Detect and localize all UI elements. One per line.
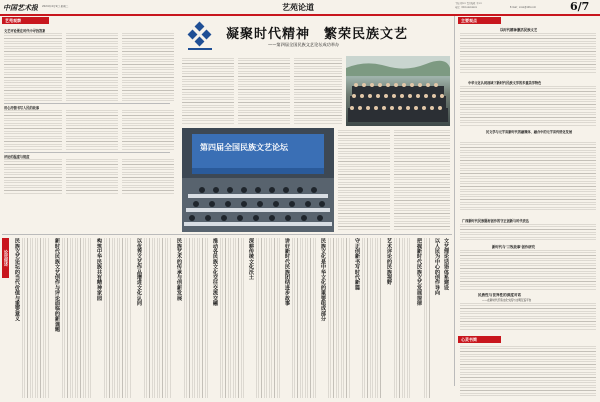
- left-body-6: [122, 110, 174, 150]
- right-section-label-bottom: 心灵书简: [458, 336, 501, 343]
- lower-body-7: [256, 238, 280, 398]
- right-heading-5: 新时代与‘三牧故事’创作研究: [492, 245, 536, 249]
- lower-body-11: [394, 238, 412, 398]
- date-line: 2024年4月9日 星期二: [42, 5, 69, 8]
- page-number: 6/7: [570, 0, 590, 13]
- right-body-6: [460, 303, 596, 331]
- lower-body-4: [144, 238, 172, 398]
- masthead: [0, 0, 600, 14]
- group-photo-image: [346, 56, 450, 126]
- left-body-2: [66, 33, 118, 101]
- feature-body-2: [238, 58, 290, 124]
- right-heading-2: 中华文化认同视域下新时代民族文学的多重美学特色: [468, 81, 542, 85]
- right-body-2: [460, 86, 596, 126]
- right-heading-3: 民文学与元宇宙新时代的融媒体、融合中的元宇宙传统化发展: [485, 130, 573, 134]
- vertical-heading-13: 以人民为中心的创作导向: [434, 238, 440, 296]
- vertical-heading-10: 守正创新书写时代新篇: [354, 238, 360, 290]
- lower-section-label: 论坛综述: [2, 238, 9, 278]
- vertical-heading-1: 民族文艺论坛的当代价值与重要意义: [14, 238, 20, 322]
- vertical-heading-11: 艺术评论的民族视野: [386, 238, 392, 285]
- conference-photo: [182, 128, 334, 232]
- vertical-heading-3: 构筑中华民族共有精神家园: [96, 238, 102, 301]
- right-body-1: [460, 33, 596, 73]
- right-heading-4: 广西新时代民族题材创作的守正创新与时代表达: [462, 219, 529, 223]
- feature-body-5: [394, 130, 450, 230]
- masthead-rule: [0, 14, 600, 16]
- lower-body-5: [184, 238, 208, 398]
- lower-body-9: [328, 238, 350, 398]
- forum-logo-icon: [186, 21, 214, 51]
- lower-divider: [2, 234, 452, 235]
- banner-text: 第四届全国民族文艺论坛: [200, 142, 288, 152]
- left-body-3: [122, 33, 174, 101]
- left-heading-3: 评论的温度与锐度: [4, 155, 30, 159]
- vertical-heading-14: 文艺理论话语体系建设: [443, 238, 449, 290]
- vertical-heading-9: 民族文化是中华文化的重要组成部分: [320, 238, 326, 322]
- left-section-label: 艺苑观察: [2, 17, 49, 24]
- right-body-7: [460, 346, 596, 396]
- divider: [4, 103, 170, 104]
- column-title: 艺苑论道: [282, 2, 314, 12]
- lower-body-10: [362, 238, 382, 398]
- lower-body-8: [292, 238, 316, 398]
- feature-title: 凝聚时代精神 繁荣民族文艺: [226, 27, 409, 42]
- vertical-heading-5: 民族艺术的传承与创新发展: [176, 238, 182, 301]
- feature-subtitle: ——第四届全国民族文艺论坛成功举办: [268, 42, 340, 47]
- right-heading-6-sub: ——在新时代打造文化交流与文明互鉴平台: [482, 299, 532, 302]
- right-body-5: [460, 250, 596, 290]
- phone-info: 电话：010-xxxxxxxx: [455, 5, 477, 9]
- lower-body-12: [424, 238, 432, 398]
- right-body-4: [460, 224, 596, 240]
- vertical-heading-7: 深耕传统文化沃土: [248, 238, 254, 280]
- left-body-7: [4, 159, 62, 195]
- group-photo: [346, 56, 450, 126]
- left-body-8: [66, 159, 118, 195]
- right-body-3: [460, 142, 596, 212]
- feature-body-3: [294, 58, 342, 124]
- vertical-heading-2: 新时代民族文艺创作与评论面临的新课题: [54, 238, 60, 332]
- lower-body-1: [22, 238, 50, 398]
- feature-body-4: [338, 130, 390, 230]
- left-heading-2: 用心用情书写人民的故事: [4, 106, 40, 110]
- left-heading-1: 文艺评论要在时代中寻找答案: [4, 29, 46, 33]
- left-body-4: [4, 110, 62, 150]
- lower-body-6: [220, 238, 244, 398]
- feature-body-1: [182, 58, 234, 124]
- left-body-1: [4, 33, 62, 101]
- right-heading-6: 民族性与世界性的深度对话: [478, 293, 522, 297]
- email-info: E-mail：xxxx@126.com: [510, 5, 536, 9]
- left-body-5: [66, 110, 118, 150]
- editor-info: 主编 刘×× 责任编辑 王××: [455, 2, 482, 5]
- paper-name: 中国艺术报: [3, 3, 38, 12]
- feature-header: [178, 17, 448, 57]
- left-body-9: [122, 159, 174, 195]
- lower-body-2: [62, 238, 92, 398]
- right-section-label: 主要观点: [458, 17, 501, 24]
- vertical-heading-4: 以优秀文艺作品增进文化认同: [136, 238, 142, 306]
- right-heading-1: 以时代精神激活民族文艺: [500, 28, 538, 32]
- column-divider: [454, 16, 455, 386]
- vertical-heading-6: 推动各民族文化交往交流交融: [212, 238, 218, 306]
- vertical-heading-12: 把握新时代民族文艺发展规律: [416, 238, 422, 306]
- lower-body-3: [104, 238, 132, 398]
- divider: [4, 152, 170, 153]
- vertical-heading-8: 讲好新时代民族团结进步故事: [284, 238, 290, 306]
